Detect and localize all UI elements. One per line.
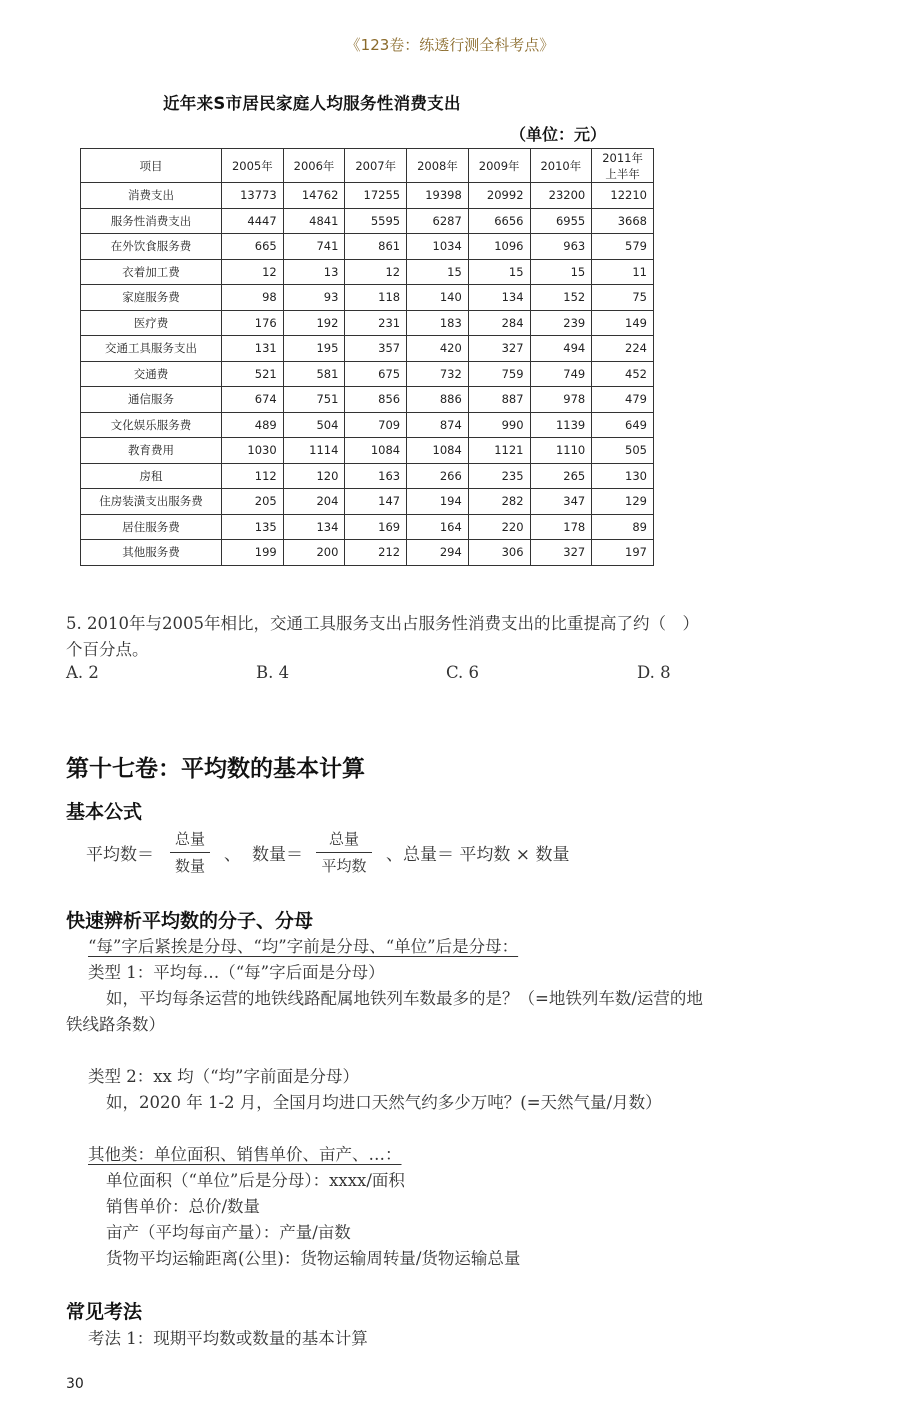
column-header: 2011年 上半年 (592, 149, 654, 183)
table-cell: 306 (468, 540, 530, 566)
table-cell: 759 (468, 361, 530, 387)
rule-text: “每”字后紧挨是分母、“均”字前是分母、“单位”后是分母： (88, 937, 519, 956)
table-cell: 749 (530, 361, 592, 387)
table-cell: 23200 (530, 183, 592, 209)
table-row (81, 310, 654, 336)
row-label: 交通费 (81, 361, 222, 387)
table-cell: 204 (283, 489, 345, 515)
table-cell: 294 (407, 540, 469, 566)
table-row (81, 336, 654, 362)
table-cell: 1114 (283, 438, 345, 464)
column-header: 2007年 (345, 149, 407, 183)
table-cell: 1084 (407, 438, 469, 464)
table-cell: 3668 (592, 208, 654, 234)
table-cell: 205 (222, 489, 284, 515)
table-cell: 13 (283, 259, 345, 285)
row-label: 交通工具服务支出 (81, 336, 222, 362)
column-header: 项目 (81, 149, 222, 183)
table-row (81, 285, 654, 311)
table-cell: 751 (283, 387, 345, 413)
table-cell: 12 (345, 259, 407, 285)
table-row (81, 438, 654, 464)
row-label: 其他服务费 (81, 540, 222, 566)
table-cell: 118 (345, 285, 407, 311)
row-label: 在外饮食服务费 (81, 234, 222, 260)
table-cell: 327 (468, 336, 530, 362)
question-text-cont: 个百分点。 (66, 640, 149, 659)
table-cell: 649 (592, 412, 654, 438)
other-item: 亩产（平均每亩产量）：产量/亩数 (106, 1223, 351, 1242)
option-d: D. 8 (637, 663, 671, 682)
row-label: 文化娱乐服务费 (81, 412, 222, 438)
table-cell: 15 (530, 259, 592, 285)
other-item: 销售单价：总价/数量 (106, 1197, 261, 1216)
other-item: 单位面积（“单位”后是分母）：xxxx/面积 (106, 1171, 405, 1190)
table-cell: 195 (283, 336, 345, 362)
table-cell: 134 (283, 514, 345, 540)
page-header: 《123卷：练透行测全科考点》 (345, 36, 555, 54)
table-cell: 13773 (222, 183, 284, 209)
option-a: A. 2 (66, 663, 99, 682)
table-cell: 674 (222, 387, 284, 413)
table-row (81, 183, 654, 209)
row-label: 消费支出 (81, 183, 222, 209)
table-cell: 327 (530, 540, 592, 566)
table-cell: 282 (468, 489, 530, 515)
table-cell: 15 (407, 259, 469, 285)
table-cell: 14762 (283, 183, 345, 209)
row-label: 居住服务费 (81, 514, 222, 540)
table-cell: 452 (592, 361, 654, 387)
table-row (81, 361, 654, 387)
table-cell: 861 (345, 234, 407, 260)
table-cell: 19398 (407, 183, 469, 209)
table-cell: 675 (345, 361, 407, 387)
table-cell: 284 (468, 310, 530, 336)
table-row (81, 489, 654, 515)
formula-qty-label: 数量＝ (252, 845, 303, 865)
table-title: 近年来S市居民家庭人均服务性消费支出 (163, 94, 461, 113)
table-cell: 15 (468, 259, 530, 285)
table-cell: 140 (407, 285, 469, 311)
table-cell: 6656 (468, 208, 530, 234)
table-cell: 266 (407, 463, 469, 489)
basic-formula-heading: 基本公式 (66, 801, 143, 823)
table-cell: 231 (345, 310, 407, 336)
table-cell: 856 (345, 387, 407, 413)
table-row (81, 259, 654, 285)
table-cell: 732 (407, 361, 469, 387)
table-cell: 489 (222, 412, 284, 438)
table-cell: 131 (222, 336, 284, 362)
table-cell: 479 (592, 387, 654, 413)
column-header: 2008年 (407, 149, 469, 183)
table-cell: 741 (283, 234, 345, 260)
table-cell: 1121 (468, 438, 530, 464)
common-methods-heading: 常见考法 (66, 1301, 143, 1323)
column-header: 2006年 (283, 149, 345, 183)
column-header: 2010年 (530, 149, 592, 183)
row-label: 教育费用 (81, 438, 222, 464)
table-cell: 169 (345, 514, 407, 540)
table-cell: 521 (222, 361, 284, 387)
table-cell: 163 (345, 463, 407, 489)
table-cell: 235 (468, 463, 530, 489)
table-cell: 963 (530, 234, 592, 260)
table-cell: 183 (407, 310, 469, 336)
table-cell: 886 (407, 387, 469, 413)
table-cell: 147 (345, 489, 407, 515)
table-cell: 11 (592, 259, 654, 285)
table-cell: 4841 (283, 208, 345, 234)
option-c: C. 6 (446, 663, 480, 682)
table-cell: 192 (283, 310, 345, 336)
table-cell: 134 (468, 285, 530, 311)
table-cell: 6287 (407, 208, 469, 234)
column-header: 2005年 (222, 149, 284, 183)
type1-example: 如，平均每条运营的地铁线路配属地铁列车数最多的是？（=地铁列车数/运营的地 (106, 989, 703, 1008)
table-cell: 265 (530, 463, 592, 489)
table-cell: 98 (222, 285, 284, 311)
table-cell: 194 (407, 489, 469, 515)
table-cell: 197 (592, 540, 654, 566)
table-cell: 1139 (530, 412, 592, 438)
option-b: B. 4 (256, 663, 290, 682)
type1-example-cont: 铁线路条数） (66, 1015, 165, 1034)
question-text: 5. 2010年与2005年相比，交通工具服务支出占服务性消费支出的比重提高了约（ ） (66, 614, 699, 633)
table-cell: 1084 (345, 438, 407, 464)
table-cell: 176 (222, 310, 284, 336)
page-number: 30 (66, 1376, 84, 1392)
table-cell: 212 (345, 540, 407, 566)
table-cell: 89 (592, 514, 654, 540)
table-row (81, 208, 654, 234)
table-cell: 200 (283, 540, 345, 566)
table-cell: 990 (468, 412, 530, 438)
formula-separator: 、 (224, 845, 241, 865)
table-cell: 149 (592, 310, 654, 336)
fraction-total-over-count: 总量 数量 (170, 828, 210, 877)
table-cell: 1096 (468, 234, 530, 260)
table-cell: 75 (592, 285, 654, 311)
table-cell: 164 (407, 514, 469, 540)
table-cell: 152 (530, 285, 592, 311)
table-cell: 1030 (222, 438, 284, 464)
other-item: 货物平均运输距离(公里)：货物运输周转量/货物运输总量 (106, 1249, 521, 1268)
column-header: 2009年 (468, 149, 530, 183)
table-cell: 178 (530, 514, 592, 540)
table-cell: 978 (530, 387, 592, 413)
table-cell: 1110 (530, 438, 592, 464)
table-cell: 17255 (345, 183, 407, 209)
table-cell: 874 (407, 412, 469, 438)
table-cell: 1034 (407, 234, 469, 260)
table-cell: 129 (592, 489, 654, 515)
table-cell: 420 (407, 336, 469, 362)
table-cell: 887 (468, 387, 530, 413)
table-row (81, 234, 654, 260)
row-label: 房租 (81, 463, 222, 489)
table-cell: 347 (530, 489, 592, 515)
table-cell: 709 (345, 412, 407, 438)
formula-tail: 、总量＝ 平均数 × 数量 (386, 845, 570, 865)
table-row (81, 540, 654, 566)
formula-avg-label: 平均数＝ (86, 845, 154, 865)
table-cell: 135 (222, 514, 284, 540)
table-cell: 12 (222, 259, 284, 285)
table-cell: 239 (530, 310, 592, 336)
fast-analysis-heading: 快速辨析平均数的分子、分母 (66, 910, 314, 932)
table-cell: 505 (592, 438, 654, 464)
table-cell: 357 (345, 336, 407, 362)
row-label: 住房装潢支出服务费 (81, 489, 222, 515)
type2-text: 类型 2：xx 均（“均”字前面是分母） (88, 1067, 359, 1086)
row-label: 医疗费 (81, 310, 222, 336)
table-cell: 6955 (530, 208, 592, 234)
table-cell: 12210 (592, 183, 654, 209)
table-cell: 224 (592, 336, 654, 362)
table-cell: 665 (222, 234, 284, 260)
data-table (80, 148, 654, 566)
table-cell: 4447 (222, 208, 284, 234)
table-cell: 112 (222, 463, 284, 489)
row-label: 通信服务 (81, 387, 222, 413)
table-cell: 20992 (468, 183, 530, 209)
table-cell: 93 (283, 285, 345, 311)
table-unit: （单位：元） (510, 125, 607, 144)
table-row (81, 412, 654, 438)
table-cell: 579 (592, 234, 654, 260)
row-label: 家庭服务费 (81, 285, 222, 311)
row-label: 服务性消费支出 (81, 208, 222, 234)
method1-text: 考法 1：现期平均数或数量的基本计算 (88, 1329, 368, 1348)
row-label: 衣着加工费 (81, 259, 222, 285)
type1-text: 类型 1：平均每…（“每”字后面是分母） (88, 963, 385, 982)
other-heading: 其他类：单位面积、销售单价、亩产、…： (88, 1145, 402, 1164)
table-row (81, 463, 654, 489)
table-cell: 220 (468, 514, 530, 540)
table-row (81, 514, 654, 540)
table-cell: 5595 (345, 208, 407, 234)
table-cell: 504 (283, 412, 345, 438)
table-cell: 199 (222, 540, 284, 566)
table-cell: 581 (283, 361, 345, 387)
table-cell: 130 (592, 463, 654, 489)
section-title: 第十七卷：平均数的基本计算 (66, 756, 365, 782)
table-row (81, 387, 654, 413)
table-header-row (81, 149, 654, 183)
fraction-total-over-avg: 总量 平均数 (316, 828, 372, 877)
table-cell: 120 (283, 463, 345, 489)
type2-example: 如，2020 年 1-2 月，全国月均进口天然气约多少万吨？(=天然气量/月数） (106, 1093, 662, 1112)
table-cell: 494 (530, 336, 592, 362)
